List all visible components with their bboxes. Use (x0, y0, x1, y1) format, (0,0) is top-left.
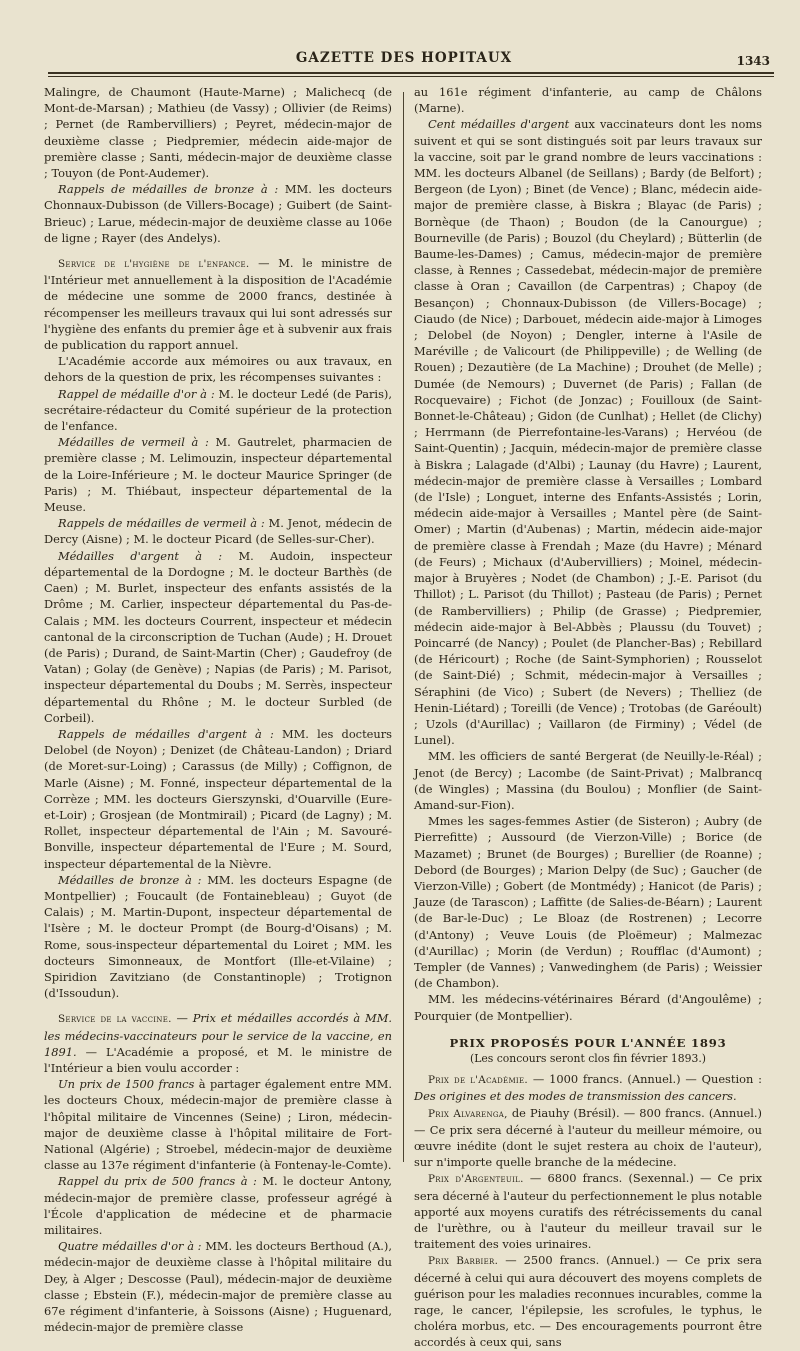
paragraph: Cent médailles d'argent aux vaccinateurs dont les noms suivent et qui se sont distingués soit par leurs travaux sur la vaccine, soit par le grand nombre de leurs vaccinations : MM. les docteurs Albanel (de Seillans) ; Bardy (de Belfort) ; Bergeon (de Lyon) ; Binet (de Vence) ; Blanc, médecin aide-major de première classe, à Biskra ; Blayac (de Paris) ; Bornèque (de Thaon) ; Boudon (de la Canourgue) ; Bourneville (de Paris) ; Bouzol (du Cheylard) ; Bütterlin (de Baume-les-Dames) ; Camus, médecin-major de première classe, à Rennes ; Cassedebat, médecin-major de première classe à Oran ; Cavaillon (de Carpentras) ; Chapoy (de Besançon) ; Chonnaux-Dubisson (de Villers-Bocage) ; Ciaudo (de Nice) ; Darbouet, médecin aide-major à Limoges ; Delobel (de Noyon) ; Dengler, interne à l'Asile de Maréville ; de Valicourt (de Philippeville) ; de Welling (de Rouen) ; Dezautière (de La Machine) ; Drouhet (de Melle) ; Dumée (de Nemours) ; Duvernet (de Paris) ; Fallan (de Rocquevaire) ; Fichot (de Jonzac) ; Fouilloux (de Saint-Bonnet-le-Château) ; Gidon (de Cunlhat) ; Hellet (de Clichy) ; Herrmann (de Pierrefontaine-les-Varans) ; Hervéou (de Saint-Quentin) ; Jacquin, médecin-major de première classe à Biskra ; Lalagade (d'Albi) ; Launay (du Havre) ; Laurent, médecin-major de première classe à Versailles ; Lombard (de l'Isle) ; Longuet, interne des Enfants-Assistés ; Lorin, médecin aide-major à Versailles ; Mantel père (de Saint-Omer) ; Martin (d'Aubenas) ; Martin, médecin aide-major de première classe à Frendah ; Maze (du Havre) ; Ménard (de Feurs) ; Michaux (d'Aubervilliers) ; Moinel, médecin-major à Bruyères ; Nodet (de Chambon) ; J.-E. Parisot (du Thillot) ; L. Parisot (du Thillot) ; Pasteau (de Paris) ; Pernet (de Rambervilliers) ; Philip (de Grasse) ; Piedpremier, médecin aide-major à Bel-Abbès ; Plaussu (du Touvet) ; Poincarré (de Nancy) ; Poulet (de Plancher-Bas) ; Rebillard (de Héricourt) ; Roche (de Saint-Symphorien) ; Rousselot (de Saint-Dié) ; Schmit, médecin-major à Versailles ; Séraphini (de Vico) ; Subert (de Nevers) ; Thelliez (de Henin-Liétard) ; Toreilli (de Vence) ; Trotobas (de Garéoult) ; Uzols (d'Aurillac) ; Vaillaron (de Firminy) ; Védel (de Lunel). (414, 117, 762, 748)
paragraph: Médailles d'argent à : M. Audoin, inspecteur départemental de la Dordogne ; M. le docteur Barthès (de Caen) ; M. Burlet, inspecteur des enfants assistés de la Drôme ; M. Carlier, inspecteur départemental du Pas-de-Calais ; MM. les docteurs Courrent, inspecteur et médecin cantonal de la circonscription de Tuchan (Aude) ; H. Drouet (de Paris) ; Durand, de Saint-Martin (Cher) ; Gaudefroy (de Vatan) ; Golay (de Genève) ; Napias (de Paris) ; M. Parisot, inspecteur départemental du Doubs ; M. Serrès, inspecteur départemental du Rhône ; M. le docteur Surbled (de Corbeil). (44, 548, 392, 725)
paragraph: Rappels de médailles de vermeil à : M. Jenot, médecin de Dercy (Aisne) ; M. le docteur Picard (de Selles-sur-Cher). (44, 516, 392, 547)
column-divider (403, 92, 404, 1162)
page-header (34, 46, 774, 70)
paragraph: Médailles de vermeil à : M. Gautrelet, pharmacien de première classe ; M. Lelimouzin, inspecteur départemental de la Loire-Inférieure ; M. le docteur Maurice Springer (de Paris) ; M. Thiébaut, inspecteur départemental de la Meuse. (44, 435, 392, 515)
right-column (414, 84, 762, 1351)
paragraph: Malingre, de Chaumont (Haute-Marne) ; Malichecq (de Mont-de-Marsan) ; Mathieu (de Vassy) ; Ollivier (de Reims) ; Pernet (de Rambervilliers) ; Peyret, médecin-major de deuxième classe ; Piedpremier, médecin aide-major de première classe ; Santi, médecin-major de deuxième classe ; Touyon (de Pont-Audemer). (44, 85, 392, 181)
paragraph: Prix Alvarenga, de Piauhy (Brésil). — 800 francs. (Annuel.) — Ce prix sera décerné à l'auteur du meilleur mémoire, ou œuvre inédite (dont le sujet restera au choix de l'auteur), sur n'importe quelle branche de la médecine. (414, 1105, 762, 1170)
paragraph: au 161e régiment d'infanterie, au camp de Châlons (Marne). (414, 85, 762, 116)
paragraph: Rappels de médailles de bronze à : MM. les docteurs Chonnaux-Dubisson (de Villers-Bocage) ; Guibert (de Saint-Brieuc) ; Larue, médecin-major de deuxième classe au 106e de ligne ; Rayer (des Andelys). (44, 182, 392, 245)
paragraph: MM. les médecins-vétérinaires Bérard (d'Angoulême) ; Pourquier (de Montpellier). (414, 992, 762, 1023)
header-rule (48, 72, 774, 74)
paragraph: L'Académie accorde aux mémoires ou aux travaux, en dehors de la question de prix, les récompenses suivantes : (44, 354, 392, 385)
text-columns (44, 84, 774, 1350)
paragraph: Rappel de médaille d'or à : M. le docteur Ledé (de Paris), secrétaire-rédacteur du Comité supérieur de la protection de l'enfance. (44, 386, 392, 434)
paragraph: Prix d'Argenteuil. — 6800 francs. (Sexennal.) — Ce prix sera décerné à l'auteur du perfectionnement le plus notable apporté aux moyens curatifs des rétrécissements du canal de l'urèthre, ou à l'auteur du meilleur travail sur le traitement des voies urinaires. (414, 1171, 762, 1252)
paragraph: Prix de l'Académie. — 1000 francs. (Annuel.) — Question : Des origines et des modes de transmission des cancers. (414, 1072, 763, 1104)
paragraph: MM. les officiers de santé Bergerat (de Neuilly-le-Réal) ; Jenot (de Bercy) ; Lacombe (de Saint-Privat) ; Malbrancq (de Wingles) ; Massina (du Boulou) ; Monflier (de Saint-Amand-sur-Fion). (414, 749, 762, 812)
paragraph: Médailles de bronze à : MM. les docteurs Espagne (de Montpellier) ; Foucault (de Fontainebleau) ; Guyot (de Calais) ; M. Martin-Dupont, inspecteur départemental de l'Isère ; M. le docteur Prompt (de Bourg-d'Oisans) ; M. Rome, sous-inspecteur départemental du Loiret ; MM. les docteurs Simonneaux, de Montfort (Ille-et-Vilaine) ; Spiridion Zavitziano (de Constantinople) ; Trotignon (d'Issoudun). (44, 872, 393, 1001)
section-paragraph: Service de l'hygiène de l'enfance. — M. le ministre de l'Intérieur met annuellement à la disposition de l'Académie de médecine une somme de 2000 francs, destinée à récompenser les meilleurs travaux qui lui sont adressés sur l'hygiène des enfants du premier âge et à subvenir aux frais de publication du rapport annuel. (44, 256, 392, 353)
paragraph: Mmes les sages-femmes Astier (de Sisteron) ; Aubry (de Pierrefitte) ; Aussourd (de Vierzon-Ville) ; Borice (de Mazamet) ; Brunet (de Bourges) ; Burellier (de Roanne) ; Debord (de Bourges) ; Marion Delpy (de Suc) ; Gaucher (de Vierzon-Ville) ; Gobert (de Montmédy) ; Hanicot (de Paris) ; Jauze (de Tarascon) ; Laffitte (de Salies-de-Béarn) ; Laurent (de Bar-le-Duc) ; Le Bloaz (de Rostrenen) ; Lecorre (d'Antony) ; Veuve Louis (de Ploëmeur) ; Malmezac (d'Aurillac) ; Morin (de Verdun) ; Roufflac (d'Aumont) ; Templer (de Vannes) ; Vanwedinghem (de Paris) ; Weissier (de Chambon). (414, 814, 762, 991)
paragraph: Prix Barbier. — 2500 francs. (Annuel.) — Ce prix sera décerné à celui qui aura découvert des moyens complets de guérison pour les maladies reconnues incurables, comme la rage, le cancer, l'épilepsie, les scrofules, le typhus, le choléra morbus, etc. — Des encouragements pourront être accordés à ceux qui, sans (414, 1253, 762, 1350)
journal-title: GAZETTE DES HOPITAUX (295, 50, 513, 66)
paragraph: Rappels de médailles d'argent à : MM. les docteurs Delobel (de Noyon) ; Denizet (de Château-Landon) ; Driard (de Moret-sur-Loing) ; Carassus (de Milly) ; Coffignon, de Marle (Aisne) ; M. Fonné, inspecteur départemental de la Corrèze ; MM. les docteurs Gierszynski, d'Ouarville (Eure-et-Loir) ; Grosjean (de Montmirail) ; Picard (de Lagny) ; M. Rollet, inspecteur départemental de l'Ain ; M. Savouré-Bonville, inspecteur départemental de l'Eure ; M. Sourd, inspecteur départemental de la Nièvre. (44, 726, 393, 871)
page-number: 1343 (736, 54, 770, 68)
section-subheading: (Les concours seront clos fin février 1893.) (470, 1051, 706, 1065)
section-paragraph: Service de la vaccine. — Prix et médailles accordés à MM. les médecins-vaccinateurs pour le service de la vaccine, en 1891. — L'Académie a proposé, et M. le ministre de l'Intérieur a bien voulu accorder : (44, 1011, 392, 1075)
section-heading: PRIX PROPOSÉS POUR L'ANNÉE 1893 (449, 1035, 727, 1050)
header-rule-thin (48, 76, 774, 77)
paragraph: Rappel du prix de 500 francs à : M. le docteur Antony, médecin-major de première classe, professeur agrégé à l'École d'application de médecine et de pharmacie militaires. (44, 1174, 393, 1238)
paragraph: Quatre médailles d'or à : MM. les docteurs Berthoud (A.), médecin-major de deuxième classe à l'hôpital militaire du Dey, à Alger ; Descosse (Paul), médecin-major de deuxième classe ; Ebstein (F.), médecin-major de première classe au 67e régiment d'infanterie, à Soissons (Aisne) ; Huguenard, médecin-major de première classe (44, 1239, 392, 1335)
paragraph: Un prix de 1500 francs à partager également entre MM. les docteurs Choux, médecin-major de première classe à l'hôpital militaire de Vincennes (Seine) ; Liron, médecin-major de deuxième classe à l'hôpital militaire de Fort-National (Algérie) ; Stroebel, médecin-major de deuxième classe au 137e régiment d'infanterie (à Fontenay-le-Comte). (44, 1077, 392, 1173)
left-column (44, 84, 392, 1335)
